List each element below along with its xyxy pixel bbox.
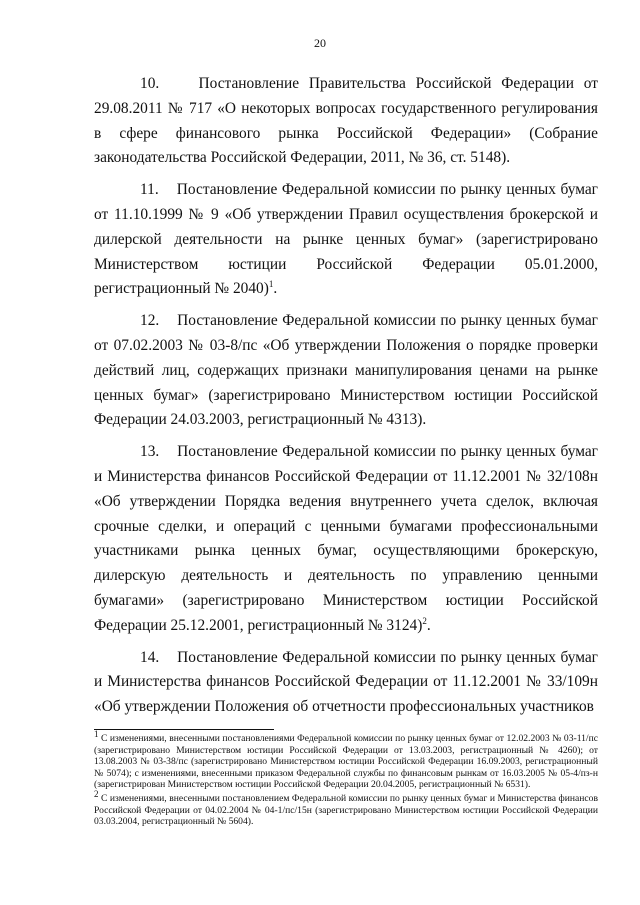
paragraph-text: 14. Постановление Федеральной комиссии по рынку ценных бумаг и Министерства финансов Российской Федерации от 11.12.2001 № 33/109н «Об утверждении Положения об отчетности профессиональных участников — [94, 648, 598, 716]
footnote-2 — [94, 788, 598, 828]
paragraph-tail: . — [426, 616, 431, 634]
paragraph-text: 12. Постановление Федеральной комиссии по рынку ценных бумаг от 07.02.2003 № 03-8/пс «Об утверждении Положения о порядке проверки действий лиц, содержащих признаки манипулирования ценами на рынке ценных бумаг» (зарегистрировано Министерством юстиции Российской Федерации 24.03.2003, регистрационный № 4313). — [94, 312, 598, 429]
footnote-mark: 2 — [94, 788, 99, 799]
document-body — [94, 72, 598, 727]
footnote-text: С изменениями, внесенными постановлением Федеральной комиссии по рынку ценных бумаг и Министерства финансов Российской Федерации от 04.02.2004 № 04-1/пс/15н (зарегистрировано Министерством юстиции Российской Федерации 03.03.2004, регистрационный № 5604). — [94, 792, 598, 828]
paragraph-tail: . — [273, 280, 278, 298]
paragraph-text: 10. Постановление Правительства Российской Федерации от 29.08.2011 № 717 «О некоторых вопросах государственного регулирования в сфере финансового рынка Российской Федерации» (Собрание законодательства Российской Федерации, 2011, № 36, ст. 5148). — [94, 75, 598, 167]
footnote-text: С изменениями, внесенными постановлениями Федеральной комиссии по рынку ценных бумаг от 12.02.2003 № 03-11/пс (зарегистрировано Министерством юстиции Российской Федерации от 13.03.2003, регистрационный № 4260); от 13.08.2003 № 03-38/пс (зарегистрировано Министерством юстиции Российской Федерации 16.09.2003, регистрационный № 5074); с изменениями, внесенными приказом Федеральной службы по финансовым рынкам от 16.03.2005 № 05-4/пз-н (зарегистрирован Министерством юстиции Российской Федерации 20.04.2005, регистрационный № 6531). — [94, 733, 598, 791]
page-number: 20 — [314, 36, 326, 50]
footnote-divider — [94, 729, 274, 730]
footnotes — [94, 728, 598, 830]
paragraph-text: 11. Постановление Федеральной комиссии по рынку ценных бумаг от 11.10.1999 № 9 «Об утверждении Правил осуществления брокерской и дилерской деятельности на рынке ценных бумаг» (зарегистрировано Министерством юстиции Российской Федерации 05.01.2000, регистрационный № 2040) — [94, 181, 598, 298]
list-item-10 — [94, 72, 598, 171]
list-item-11 — [94, 178, 598, 302]
footnote-ref-1[interactable]: 1 — [268, 279, 274, 290]
paragraph-text: 13. Постановление Федеральной комиссии по рынку ценных бумаг и Министерства финансов Российской Федерации от 11.12.2001 № 32/108н «Об утверждении Порядка ведения внутреннего учета сделок, включая срочные сделки, и операций с ценными бумагами профессиональными участниками рынка ценных бумаг, осуществляющими брокерскую, дилерскую деятельность и деятельность по управлению ценными бумагами» (зарегистрировано Министерством юстиции Российской Федерации 25.12.2001, регистрационный № 3124) — [94, 443, 598, 634]
list-item-14 — [94, 646, 598, 720]
footnote-ref-2[interactable]: 2 — [422, 615, 427, 626]
list-item-12 — [94, 309, 598, 433]
list-item-13 — [94, 440, 598, 638]
footnote-mark: 1 — [94, 728, 99, 739]
footnote-1 — [94, 728, 598, 791]
